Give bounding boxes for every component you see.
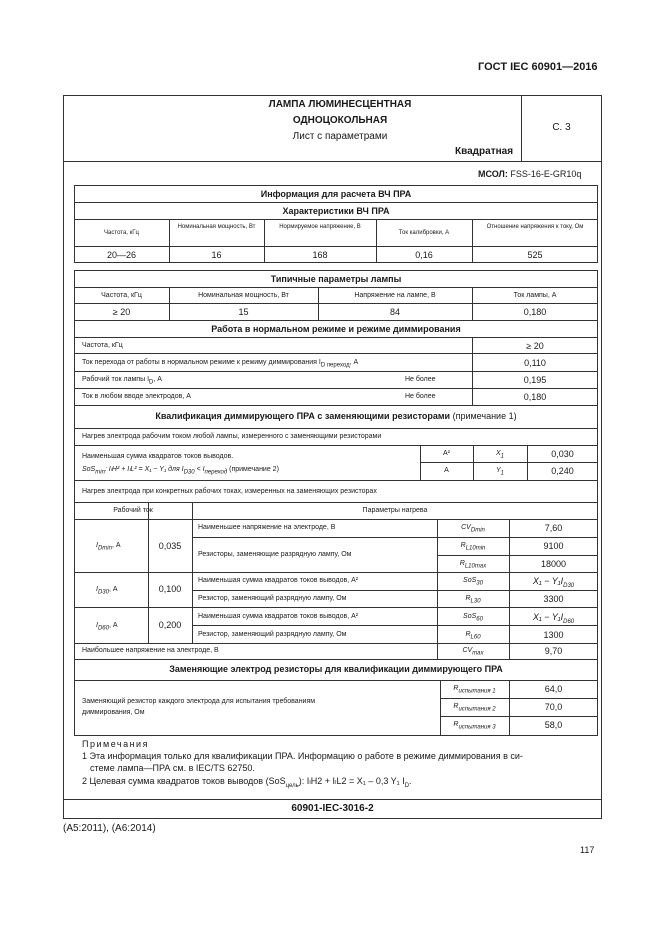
max-voltage-label: Наибольшее напряжение на электроде, В	[82, 647, 219, 654]
typ-value-voltage: 84	[389, 307, 400, 317]
dmin-rmin-sym: $R_{L10min}$	[460, 542, 486, 552]
typ-header-current: Ток лампы, А	[513, 292, 557, 299]
typ-value-power: 15	[238, 307, 249, 317]
qual-heating-any: Нагрев электрода рабочим током любой лампы, измеренного с заменяющими резисторами	[82, 433, 382, 440]
d60-sos-label: Наименьшая сумма квадратов токов выводов, А²	[198, 613, 359, 620]
d60-sos-sym: SoS$_{60}$	[463, 613, 483, 623]
hf-value-calib: 0,16	[415, 250, 433, 260]
code-line: МСОЛ: FSS-16-E-GR10q	[478, 169, 582, 179]
hf-header-power: Номинальная мощность, Вт	[177, 224, 256, 230]
standard-number: ГОСТ IEC 60901—2016	[478, 61, 598, 73]
page-number: 117	[580, 845, 595, 855]
group-d30-label: $I_{D30}$, А	[96, 586, 118, 596]
group-dmin-current: 0,035	[158, 541, 182, 551]
d60-resistor-value: 1300	[543, 630, 564, 640]
group-dmin-label: $I_{Dmin}$, А	[96, 542, 121, 552]
norm-freq-label: Частота, кГц	[82, 342, 123, 349]
typ-header-voltage: Напряжение на лампе, В	[354, 292, 436, 299]
dmin-rmax-sym: $R_{L10max}$	[459, 560, 487, 570]
hf-value-power: 16	[211, 250, 222, 260]
group-d30-current: 0,100	[158, 584, 182, 594]
group-d60-label: $I_{D60}$, А	[96, 622, 118, 632]
norm-electrode-current-label: Ток в любом вводе электродов, А	[82, 393, 191, 400]
title-line2: ОДНОЦОКОЛЬНАЯ	[292, 115, 388, 126]
typ-header-power: Номинальная мощность, Вт	[198, 292, 289, 299]
repl-r2-value: 70,0	[544, 702, 563, 712]
max-voltage-value: 9,70	[544, 646, 563, 656]
title-line1: ЛАМПА ЛЮМИНЕСЦЕНТНАЯ	[268, 99, 412, 110]
repl-title: Заменяющие электрод резисторы для квалификации диммирующего ПРА	[169, 664, 503, 674]
hf-value-freq: 20—26	[106, 250, 137, 260]
typ-title: Типичные параметры лампы	[270, 274, 402, 284]
dmin-rmax-value: 18000	[540, 559, 567, 569]
norm-electrode-current-value: 0,180	[523, 392, 547, 402]
qual-unit-a2: A²	[443, 450, 450, 457]
hf-value-voltage: 168	[312, 250, 328, 260]
hf-header-freq: Частота, кГц	[104, 230, 139, 236]
d60-sos-value: $X_1 - Y_1I_{D60}$	[532, 612, 575, 625]
norm-lamp-current-limit: Не более	[405, 376, 436, 383]
qual-x1-value: 0,030	[551, 449, 574, 459]
repl-r1-sym: $R_{испытания 1}$	[453, 685, 496, 695]
norm-freq-value: ≥ 20	[526, 341, 544, 351]
repl-r2-sym: $R_{испытания 2}$	[453, 703, 496, 713]
d30-resistor-label: Резистор, заменяющий разрядную лампу, Ом	[198, 595, 347, 602]
hf-header-voltage: Нормируемое напряжение, В	[279, 224, 361, 230]
title-line3: Лист с параметрами	[292, 131, 388, 142]
dmin-voltage-label: Наименьшее напряжение на электроде, В	[198, 524, 336, 531]
qual-y1-value: 0,240	[551, 466, 574, 476]
sheet-page: С. 3	[552, 122, 571, 133]
repl-r3-value: 58,0	[544, 720, 563, 730]
d60-resistor-sym: $R_{L60}$	[465, 631, 481, 641]
typ-value-current: 0,180	[523, 307, 547, 317]
repl-label-line1: Заменяющий резистор каждого электрода для испытания требованиям	[82, 698, 316, 705]
dmin-voltage-value: 7,60	[544, 523, 563, 533]
col-params: Параметры нагрева	[362, 507, 428, 514]
sheet-code: 60901-IEC-3016-2	[291, 803, 374, 814]
hf-subtitle: Характеристики ВЧ ПРА	[282, 206, 390, 216]
amendments: (A5:2011), (A6:2014)	[63, 823, 156, 834]
dmin-voltage-sym: $CV_{Dmin}$	[461, 524, 485, 534]
hf-header-ratio: Отношение напряжения к току, Ом	[486, 224, 584, 230]
typ-header-freq: Частота, кГц	[101, 292, 142, 299]
dmin-rmin-value: 9100	[543, 541, 564, 551]
hf-header-calib: Ток калибровки, А	[398, 230, 450, 236]
col-current: Рабочий ток	[113, 507, 153, 514]
qual-heating-specific: Нагрев электрода при конкретных рабочих токах, измеренных на заменяющих резисторах	[82, 488, 377, 495]
repl-r3-sym: $R_{испытания 3}$	[453, 721, 496, 731]
notes-heading: Примечания	[82, 739, 149, 749]
norm-transition-value: 0,110	[524, 358, 546, 368]
qual-x1-symbol: $X_1$	[495, 450, 504, 460]
dmin-resistors-label: Резисторы, заменяющие разрядную лампу, Ом	[198, 551, 352, 558]
qual-y1-symbol: $Y_1$	[495, 467, 504, 477]
d60-resistor-label: Резистор, заменяющий разрядную лампу, Ом	[198, 631, 347, 638]
norm-lamp-current-label: Рабочий ток лампы $I_D$, А	[82, 376, 162, 386]
qual-min-sum-label: Наименьшая сумма квадратов токов выводов.	[82, 453, 234, 460]
qual-title: Квалификация диммирующего ПРА с заменяющими резисторами (примечание 1)	[155, 411, 517, 421]
group-d60-current: 0,200	[158, 620, 182, 630]
norm-lamp-current-value: 0,195	[523, 375, 547, 385]
qual-min-sum-formula: SoS$_{min}$: IₗH² + IₗL² = X₁ − Y₁ для $I_{D30} < I_{переход}$ (примечание 2)	[82, 466, 279, 476]
note-1-line1: 1 Эта информация только для квалификации ПРА. Информацию о работе в режиме диммирования в си-	[82, 751, 523, 761]
norm-electrode-current-limit: Не более	[405, 393, 436, 400]
repl-label-line2: диммирования, Ом	[82, 709, 145, 716]
max-voltage-sym: $CV_{max}$	[462, 647, 484, 657]
hf-value-ratio: 525	[527, 250, 543, 260]
d30-resistor-value: 3300	[543, 594, 564, 604]
d30-sos-value: $X_1 - Y_1I_{D30}$	[532, 576, 575, 589]
note-1-line2: стеме лампа—ПРА см. в IEC/TS 62750.	[90, 763, 255, 773]
repl-r1-value: 64,0	[544, 684, 563, 694]
hf-title: Информация для расчета ВЧ ПРА	[260, 189, 412, 199]
note-2: 2 Целевая сумма квадратов токов выводов (SoS$_{цель}$): IₗH2 + IₗL2 = X₁ – 0,3 Y₁ $I_D$.	[82, 776, 412, 789]
lamp-shape: Квадратная	[455, 146, 514, 157]
d30-resistor-sym: $R_{L30}$	[465, 595, 481, 605]
norm-transition-label: Ток перехода от работы в нормальном режиме к режиму диммирования $I_{D переход}$, А	[82, 359, 359, 369]
d30-sos-sym: SoS$_{30}$	[463, 577, 483, 587]
d30-sos-label: Наименьшая сумма квадратов токов выводов, А²	[198, 577, 359, 584]
typ-value-freq: ≥ 20	[112, 307, 131, 317]
qual-unit-a: A	[444, 467, 449, 474]
norm-title: Работа в нормальном режиме и режиме диммирования	[211, 324, 461, 334]
